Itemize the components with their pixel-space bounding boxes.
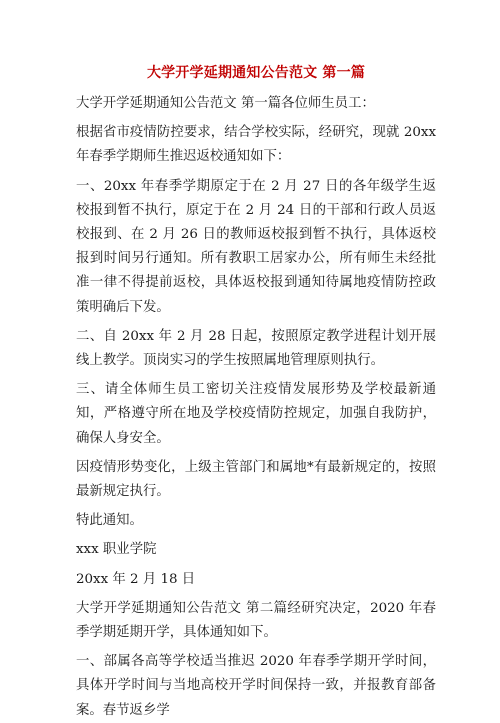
document-title: 大学开学延期通知公告范文 第一篇: [146, 65, 366, 81]
paragraph-item-2: 二、自 20xx 年 2 月 28 日起，按照原定教学进程计划开展线上教学。顶岗实习的学生按照属地管理原则执行。: [76, 328, 436, 369]
signature-organization: xxx 职业学院: [76, 542, 157, 558]
paragraph-second-article: 大学开学延期通知公告范文 第二篇经研究决定，2020 年春季学期延期开学，具体通知如下。: [76, 600, 436, 641]
paragraph-second-item-1: 一、部属各高等学校适当推迟 2020 年春季学期开学时间，具体开学时间与当地高校开学时间保持一致，并报教育部备案。春节返乡学: [76, 654, 436, 718]
paragraph-note: 因疫情形势变化，上级主管部门和属地*有最新规定的，按照最新规定执行。: [76, 459, 436, 500]
paragraph-intro: 根据省市疫情防控要求，结合学校实际，经研究，现就 20xx 年春季学期师生推迟返校通知如下：: [76, 125, 436, 165]
paragraph-closing: 特此通知。: [76, 513, 143, 529]
paragraph-item-1: 一、20xx 年春季学期原定于在 2 月 27 日的各年级学生返校报到暂不执行，原定于在 2 月 24 日的干部和行政人员返校报到、在 2 月 26 日的教师返校报到暂不执行，具体返校报到时间另行通知。所有教职工居家办公，所有师生未经批准一律不得提前返校，具体返校报到通知待属地疫情防控政策明确后下发。: [76, 178, 436, 315]
signature-date: 20xx 年 2 月 18 日: [76, 571, 196, 587]
paragraph-greeting: 大学开学延期通知公告范文 第一篇各位师生员工：: [76, 96, 375, 111]
paragraph-item-3: 三、请全体师生员工密切关注疫情发展形势及学校最新通知，严格遵守所在地及学校疫情防控规定，加强自我防护，确保人身安全。: [76, 382, 436, 446]
